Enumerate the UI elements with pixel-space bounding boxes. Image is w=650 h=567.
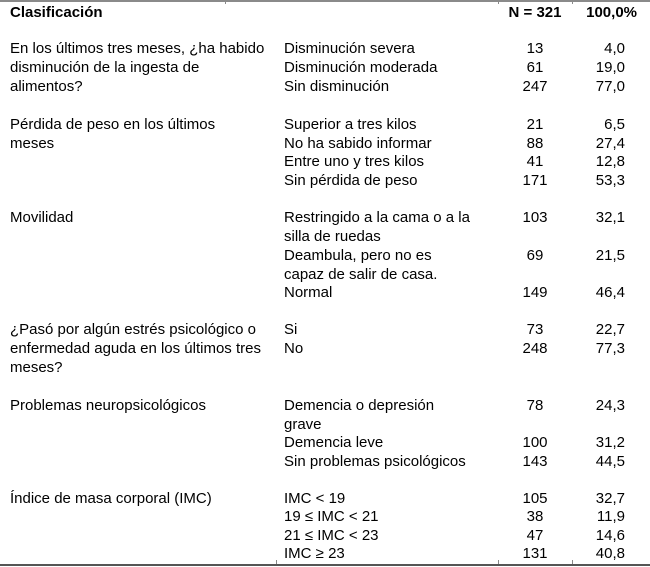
percent-value: 27,4 [595, 135, 625, 152]
option-label: Disminución severa [284, 40, 415, 57]
option-label: Sin problemas psicológicos [284, 453, 466, 470]
count-value: 78 [526, 397, 544, 414]
count-value: 47 [526, 527, 544, 544]
percent-value: 44,5 [595, 453, 625, 470]
question-label: Problemas neuropsicológicos [10, 397, 206, 414]
count-value: 103 [522, 209, 548, 226]
option-label: Si [284, 321, 298, 338]
count-value: 88 [526, 135, 544, 152]
percent-value: 24,3 [595, 397, 625, 414]
count-value: 171 [522, 172, 548, 189]
percent-value: 22,7 [595, 321, 625, 338]
percent-value: 40,8 [595, 545, 625, 562]
count-value: 61 [526, 59, 544, 76]
count-value: 248 [522, 340, 548, 357]
table-header [0, 4, 650, 23]
percent-value: 11,9 [596, 508, 625, 525]
question-label: ¿Pasó por algún estrés psicológico o enfermedad aguda en los últimos tres meses? [10, 321, 261, 376]
count-value: 143 [522, 453, 548, 470]
question-label: En los últimos tres meses, ¿ha habido disminución de la ingesta de alimentos? [10, 40, 265, 95]
option-label: Demencia leve [284, 434, 384, 451]
option-label: Deambula, pero no es capaz de salir de casa. [284, 247, 438, 283]
option-label: No [284, 340, 304, 357]
option-label: Sin disminución [284, 78, 390, 95]
option-label: IMC ≥ 23 [284, 545, 345, 562]
percent-value: 4,0 [604, 40, 625, 57]
top-rule [0, 0, 650, 2]
question-label: Movilidad [10, 209, 74, 226]
count-value: 105 [522, 490, 548, 507]
header-n: N = 321 [508, 4, 562, 21]
option-label: Restringido a la cama o a la silla de ruedas [284, 209, 470, 245]
percent-value: 31,2 [595, 434, 625, 451]
question-label: Pérdida de peso en los últimos meses [10, 116, 216, 152]
count-value: 38 [526, 508, 544, 525]
option-label: Sin pérdida de peso [284, 172, 418, 189]
option-label: Entre uno y tres kilos [284, 153, 425, 170]
count-value: 69 [526, 247, 544, 264]
question-label: Índice de masa corporal (IMC) [10, 490, 212, 507]
header-classification: Clasificación [10, 4, 103, 21]
percent-value: 12,8 [595, 153, 625, 170]
count-value: 13 [526, 40, 544, 57]
option-label: Demencia o depresión grave [284, 397, 435, 433]
percent-value: 77,0 [595, 78, 625, 95]
percent-value: 32,7 [595, 490, 625, 507]
percent-value: 32,1 [595, 209, 625, 226]
option-label: No ha sabido informar [284, 135, 432, 152]
option-label: IMC < 19 [284, 490, 346, 507]
header-percent: 100,0% [586, 4, 637, 21]
count-value: 131 [522, 545, 548, 562]
percent-value: 14,6 [595, 527, 625, 544]
percent-value: 53,3 [595, 172, 625, 189]
count-value: 100 [522, 434, 548, 451]
count-value: 73 [526, 321, 544, 338]
percent-value: 19,0 [595, 59, 625, 76]
percent-value: 46,4 [595, 284, 625, 301]
bottom-rule [0, 564, 650, 566]
percent-value: 6,5 [604, 116, 625, 133]
option-label: 19 ≤ IMC < 21 [284, 508, 379, 525]
percent-value: 77,3 [595, 340, 625, 357]
option-label: Disminución moderada [284, 59, 438, 76]
count-value: 247 [522, 78, 548, 95]
count-value: 149 [522, 284, 548, 301]
count-value: 41 [526, 153, 544, 170]
percent-value: 21,5 [595, 247, 625, 264]
option-label: Normal [284, 284, 333, 301]
option-label: Superior a tres kilos [284, 116, 417, 133]
count-value: 21 [526, 116, 544, 133]
option-label: 21 ≤ IMC < 23 [284, 527, 379, 544]
